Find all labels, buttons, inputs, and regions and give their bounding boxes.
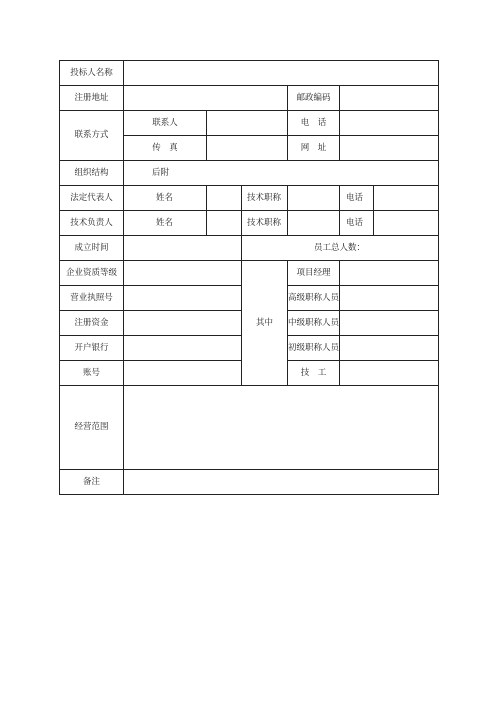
contact-person-field[interactable] <box>207 111 288 136</box>
business-scope-field[interactable] <box>124 386 439 470</box>
phone-field[interactable] <box>340 111 439 136</box>
among-label: 其中 <box>242 261 288 386</box>
bidder-name-label: 投标人名称 <box>60 61 124 86</box>
tech-lead-name-label: 姓名 <box>124 211 207 236</box>
legal-rep-name-label: 姓名 <box>124 186 207 211</box>
row-tech-lead <box>60 211 439 236</box>
website-label: 网 址 <box>288 136 340 161</box>
postal-code-field[interactable] <box>340 86 439 111</box>
license-label: 营业执照号 <box>60 286 124 311</box>
legal-rep-tel-label: 电话 <box>340 186 374 210</box>
intermediate-field[interactable] <box>340 311 439 336</box>
row-legal-rep <box>60 186 439 211</box>
phone-label: 电 话 <box>288 111 340 136</box>
legal-rep-title-field[interactable] <box>288 186 340 211</box>
legal-rep-label: 法定代表人 <box>60 186 124 211</box>
website-field[interactable] <box>340 136 439 161</box>
row-remarks <box>60 470 439 495</box>
bidder-name-field[interactable] <box>124 61 439 86</box>
project-manager-label: 项目经理 <box>288 261 340 286</box>
row-bidder-name <box>60 61 439 86</box>
tech-lead-title-field[interactable] <box>288 211 340 236</box>
postal-code-label: 邮政编码 <box>288 86 340 111</box>
legal-rep-tel-cell <box>340 186 439 211</box>
business-scope-label: 经营范围 <box>60 386 124 470</box>
account-label: 账号 <box>60 361 124 386</box>
senior-field[interactable] <box>340 286 439 311</box>
remarks-label: 备注 <box>60 470 124 495</box>
staff-total-label: 员工总人数： <box>242 236 439 261</box>
intermediate-label: 中级职称人员 <box>288 311 340 336</box>
license-field[interactable] <box>124 286 242 311</box>
fax-field[interactable] <box>207 136 288 161</box>
technician-label: 技 工 <box>288 361 340 386</box>
row-org-structure <box>60 161 439 186</box>
reg-address-field[interactable] <box>124 86 288 111</box>
founded-field[interactable] <box>124 236 242 261</box>
qualification-field[interactable] <box>124 261 242 286</box>
fax-label: 传 真 <box>124 136 207 161</box>
row-business-scope <box>60 386 439 470</box>
contact-method-label: 联系方式 <box>60 111 124 161</box>
contact-person-label: 联系人 <box>124 111 207 136</box>
founded-label: 成立时间 <box>60 236 124 261</box>
row-founded <box>60 236 439 261</box>
org-structure-label: 组织结构 <box>60 161 124 186</box>
junior-label: 初级职称人员 <box>288 336 340 361</box>
junior-field[interactable] <box>340 336 439 361</box>
tech-lead-tel-field[interactable] <box>374 211 438 235</box>
legal-rep-tel-field[interactable] <box>374 186 438 210</box>
tech-lead-tel-label: 电话 <box>340 211 374 235</box>
reg-capital-field[interactable] <box>124 311 242 336</box>
row-address <box>60 86 439 111</box>
project-manager-field[interactable] <box>340 261 439 286</box>
tech-lead-title-label: 技术职称 <box>242 211 288 236</box>
org-structure-value: 后附 <box>124 161 439 186</box>
reg-capital-label: 注册资金 <box>60 311 124 336</box>
row-contact-1 <box>60 111 439 136</box>
senior-label: 高级职称人员 <box>288 286 340 311</box>
bank-label: 开户银行 <box>60 336 124 361</box>
bidder-info-table <box>59 60 439 495</box>
qualification-label: 企业资质等级 <box>60 261 124 286</box>
legal-rep-title-label: 技术职称 <box>242 186 288 211</box>
tech-lead-name-field[interactable] <box>207 211 242 236</box>
account-field[interactable] <box>124 361 242 386</box>
reg-address-label: 注册地址 <box>60 86 124 111</box>
bank-field[interactable] <box>124 336 242 361</box>
tech-lead-tel-cell <box>340 211 439 236</box>
tech-lead-label: 技术负责人 <box>60 211 124 236</box>
legal-rep-name-field[interactable] <box>207 186 242 211</box>
remarks-field[interactable] <box>124 470 439 495</box>
row-qualification <box>60 261 439 286</box>
technician-field[interactable] <box>340 361 439 386</box>
